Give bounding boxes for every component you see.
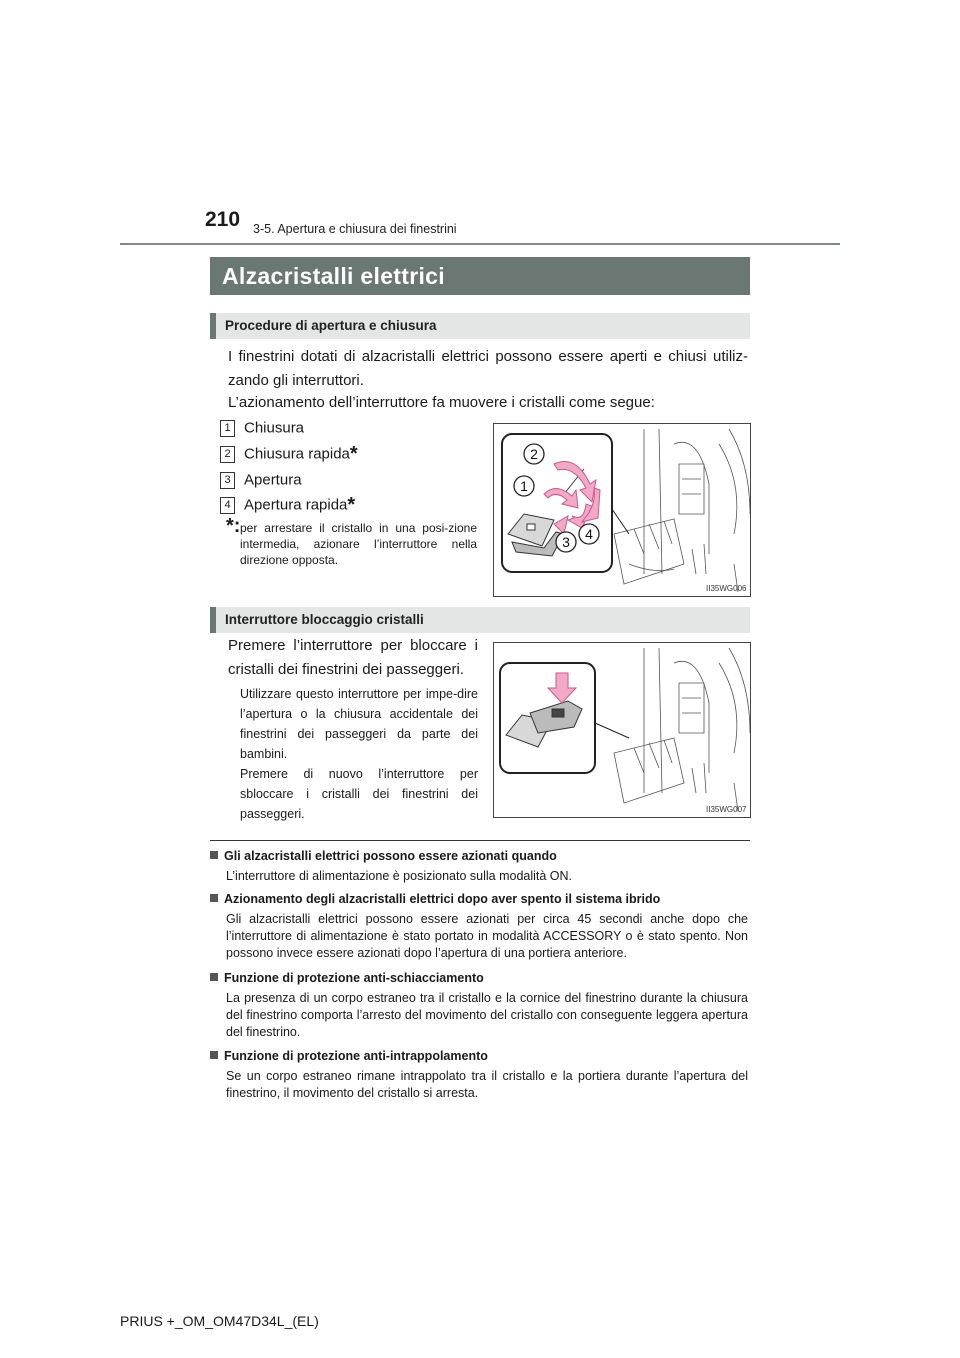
list-item-label: Chiusura rapida bbox=[244, 445, 350, 463]
note-heading: Funzione di protezione anti-schiacciamento bbox=[210, 971, 750, 985]
note-heading: Azionamento degli alzacristalli elettrici dopo aver spento il sistema ibrido bbox=[210, 892, 750, 906]
document-code: PRIUS +_OM_OM47D34L_(EL) bbox=[120, 1313, 319, 1329]
page-title: Alzacristalli elettrici bbox=[222, 263, 445, 289]
callout-label: 4 bbox=[585, 526, 593, 542]
subsection-heading: Interruttore bloccaggio cristalli bbox=[225, 612, 424, 627]
list-item bbox=[220, 445, 358, 463]
callout-label: 3 bbox=[562, 534, 570, 550]
note-body: La presenza di un corpo estraneo tra il cristallo e la cornice del finestrino durante la chiusura del finestrino comporta l’arresto del movimento del cristallo con conseguente leggera apertura del finestrino. bbox=[226, 991, 748, 1039]
running-head: 3-5. Apertura e chiusura dei finestrini bbox=[253, 222, 457, 236]
note-heading: Gli alzacristalli elettrici possono essere azionati quando bbox=[210, 849, 750, 863]
note-body: L’interruttore di alimentazione è posizionato sulla modalità ON. bbox=[226, 869, 573, 883]
asterisk: * bbox=[349, 443, 358, 465]
lock-switch-figure bbox=[493, 642, 751, 818]
note-body: Gli alzacristalli elettrici possono essere azionati per circa 45 secondi anche dopo che l’interruttore di alimentazione è stato portato in modalità ACCESSORY o è stato spento. Non possono invece essere azionati dopo l’apertura di una portiera anteriore. bbox=[226, 912, 748, 960]
list-item bbox=[220, 496, 355, 514]
intro-paragraph: I finestrini dotati di alzacristalli elettrici possono essere aperti e chiusi utiliz-zando gli interruttori. bbox=[228, 348, 748, 389]
section-title-bar bbox=[210, 257, 750, 295]
note-body: Se un corpo estraneo rimane intrappolato tra il cristallo e la portiera durante l’apertura del finestrino, il movimento del cristallo si arresta. bbox=[226, 1069, 748, 1100]
lock-note: Utilizzare questo interruttore per impe-dire l’apertura o la chiusura accidentale dei finestrini dei passeggeri da parte dei bambini. bbox=[240, 687, 478, 761]
callout-label: 1 bbox=[520, 478, 528, 494]
square-bullet-icon bbox=[210, 973, 218, 981]
list-item bbox=[220, 419, 304, 437]
number-box: 4 bbox=[220, 497, 235, 514]
heading-tab bbox=[210, 607, 216, 633]
list-item-label: Chiusura bbox=[244, 419, 305, 437]
list-item bbox=[220, 471, 302, 489]
window-switch-illustration bbox=[494, 424, 750, 596]
square-bullet-icon bbox=[210, 851, 218, 859]
callout-label: 2 bbox=[530, 446, 538, 462]
number-box: 1 bbox=[220, 420, 235, 437]
footnote-text: per arrestare il cristallo in una posi-zione intermedia, azionare l’interruttore nella direzione opposta. bbox=[240, 521, 477, 567]
square-bullet-icon bbox=[210, 894, 218, 902]
lock-paragraph: Premere l’interruttore per bloccare i cristalli dei finestrini dei passeggeri. bbox=[228, 637, 478, 678]
number-box: 3 bbox=[220, 472, 235, 489]
lock-switch-illustration bbox=[494, 643, 750, 817]
note-heading: Funzione di protezione anti-intrappolamento bbox=[210, 1049, 750, 1063]
figure-code: II35WG007 bbox=[706, 805, 747, 814]
window-switch-figure bbox=[493, 423, 751, 597]
page-number: 210 bbox=[205, 208, 241, 231]
subsection-heading: Procedure di apertura e chiusura bbox=[225, 318, 437, 333]
asterisk: * bbox=[347, 494, 356, 516]
number-box: 2 bbox=[220, 446, 235, 463]
heading-tab bbox=[210, 313, 216, 339]
figure-code: II35WG006 bbox=[706, 584, 747, 593]
lock-note: Premere di nuovo l’interruttore per sbloccare i cristalli dei finestrini dei passeggeri. bbox=[240, 767, 478, 821]
subsection-heading-bar bbox=[210, 313, 750, 339]
list-item-label: Apertura rapida bbox=[244, 496, 348, 514]
section-divider bbox=[210, 840, 750, 841]
header-rule bbox=[120, 243, 840, 245]
footnote-mark: *: bbox=[226, 515, 241, 537]
square-bullet-icon bbox=[210, 1051, 218, 1059]
subsection-heading-bar bbox=[210, 607, 750, 633]
list-item-label: Apertura bbox=[244, 471, 302, 489]
lead-paragraph: L’azionamento dell’interruttore fa muovere i cristalli come segue: bbox=[228, 394, 655, 411]
